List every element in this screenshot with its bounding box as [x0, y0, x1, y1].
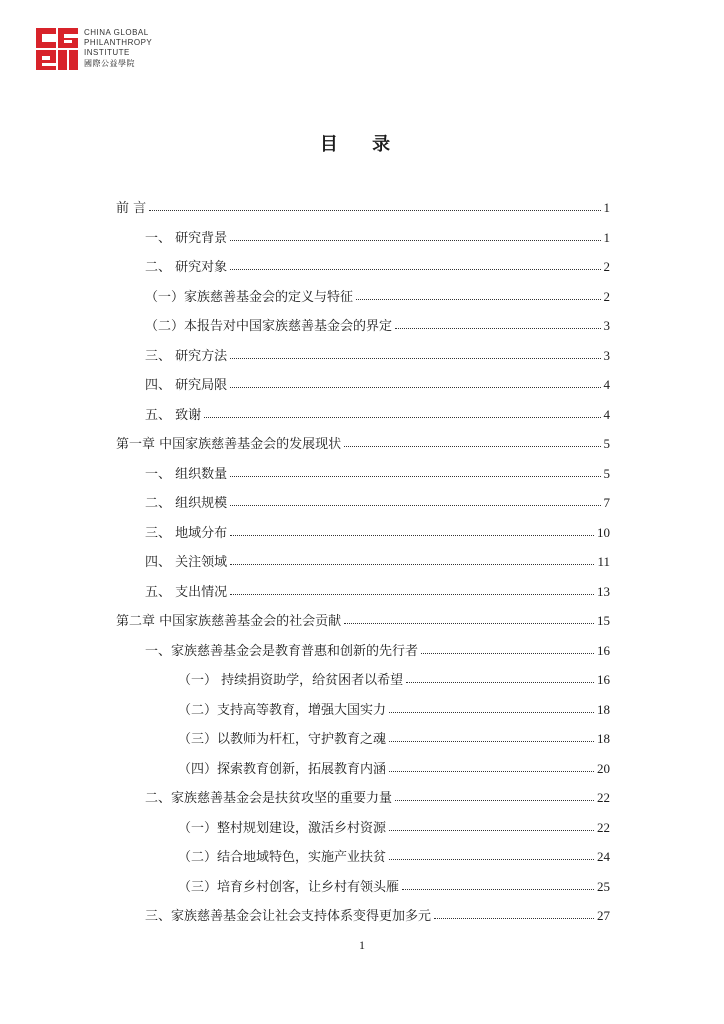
toc-entry-page: 2 — [603, 288, 610, 304]
toc-entry[interactable] — [145, 637, 610, 659]
logo-text — [84, 28, 152, 69]
toc-leader-dots — [395, 327, 600, 329]
toc-entry-label: 第一章 中国家族慈善基金会的发展现状 — [116, 437, 342, 452]
toc-entry-label: 前 言 — [116, 201, 147, 216]
toc-leader-dots — [402, 888, 594, 890]
toc-entry[interactable] — [145, 283, 610, 305]
logo-line-1: CHINA GLOBAL — [84, 28, 149, 37]
toc-entry-page: 15 — [597, 613, 610, 628]
toc-entry-label: 一、家族慈善基金会是教育普惠和创新的先行者 — [145, 643, 419, 659]
toc-entry-label: （二）本报告对中国家族慈善基金会的界定 — [145, 319, 393, 334]
toc-entry[interactable] — [145, 548, 610, 570]
toc-entry-page: 1 — [603, 200, 610, 215]
toc-entry-label: 五、 支出情况 — [145, 584, 228, 600]
toc-leader-dots — [230, 475, 600, 477]
toc-leader-dots — [344, 445, 600, 447]
toc-entry-label: （一）整村规划建设，激活乡村资源 — [178, 820, 387, 836]
toc-leader-dots — [230, 504, 600, 506]
toc-entry-label: （一）家族慈善基金会的定义与特征 — [145, 289, 354, 305]
toc-entry-page: 16 — [597, 672, 610, 687]
toc-leader-dots — [389, 740, 594, 742]
toc-leader-dots — [230, 268, 600, 270]
toc-leader-dots — [230, 357, 600, 359]
toc-entry[interactable] — [145, 489, 610, 511]
toc-entry-page: 18 — [597, 701, 610, 717]
toc-entry[interactable] — [178, 843, 610, 865]
toc-entry[interactable] — [145, 902, 610, 924]
toc-entry-label: 二、 研究对象 — [145, 260, 228, 275]
toc-entry[interactable] — [178, 725, 610, 747]
toc-entry[interactable] — [178, 696, 610, 718]
toc-entry-page: 20 — [597, 760, 610, 776]
toc-entry-page: 22 — [597, 819, 610, 835]
toc-entry-page: 5 — [603, 436, 610, 451]
toc-entry-label: （四）探索教育创新，拓展教育内涵 — [178, 761, 387, 777]
toc-entry[interactable] — [145, 371, 610, 393]
toc-leader-dots — [395, 799, 594, 801]
toc-entry[interactable] — [178, 873, 610, 895]
toc-entry-page: 3 — [603, 318, 610, 333]
toc-leader-dots — [356, 298, 600, 300]
toc-leader-dots — [149, 209, 600, 211]
toc-leader-dots — [434, 917, 594, 919]
toc-entry-page: 2 — [603, 259, 610, 274]
toc-entry-page: 27 — [597, 908, 610, 923]
toc-leader-dots — [389, 770, 594, 772]
toc-entry-label: 三、家族慈善基金会让社会支持体系变得更加多元 — [145, 909, 432, 924]
toc-leader-dots — [230, 563, 594, 565]
page-number: 1 — [359, 938, 365, 952]
toc-leader-dots — [230, 239, 600, 241]
toc-entry-label: （三）以教师为杆杠，守护教育之魂 — [178, 732, 387, 747]
toc-entry-label: 第二章 中国家族慈善基金会的社会贡献 — [116, 614, 342, 629]
toc-entry-page: 1 — [603, 229, 610, 245]
toc-entry[interactable] — [178, 755, 610, 777]
toc-entry[interactable] — [145, 342, 610, 364]
toc-leader-dots — [230, 534, 594, 536]
toc-entry-label: （二）结合地域特色，实施产业扶贫 — [178, 850, 387, 865]
logo-chinese-name: 國際公益學院 — [84, 59, 135, 68]
toc-leader-dots — [389, 829, 594, 831]
toc-entry[interactable] — [116, 607, 610, 629]
toc-entry-label: 二、家族慈善基金会是扶贫攻坚的重要力量 — [145, 791, 393, 806]
toc-entry-label: 四、 关注领域 — [145, 555, 228, 570]
toc-entry-label: 二、 组织规模 — [145, 496, 228, 511]
toc-entry[interactable] — [145, 253, 610, 275]
toc-entry-page: 4 — [603, 406, 610, 422]
toc-entry[interactable] — [178, 814, 610, 836]
logo-line-3: INSTITUTE — [84, 48, 130, 57]
toc-entry[interactable] — [145, 578, 610, 600]
toc-entry[interactable] — [178, 666, 610, 688]
toc-leader-dots — [230, 386, 600, 388]
toc-entry-page: 25 — [597, 878, 610, 894]
toc-entry[interactable] — [116, 430, 610, 452]
toc-leader-dots — [406, 681, 594, 683]
toc-entry-page: 3 — [603, 347, 610, 363]
toc-entry[interactable] — [145, 312, 610, 334]
cgpi-logo-mark — [36, 28, 78, 70]
toc-entry-page: 13 — [597, 583, 610, 599]
page-title: 目 录 — [319, 134, 405, 155]
toc-entry-label: 四、 研究局限 — [145, 378, 228, 393]
toc-entry-label: 三、 地域分布 — [145, 525, 228, 541]
toc-entry-label: 五、 致谢 — [145, 407, 202, 423]
toc-leader-dots — [204, 416, 600, 418]
toc-entry-page: 16 — [597, 642, 610, 658]
toc-entry-label: （一） 持续捐资助学，给贫困者以希望 — [178, 673, 404, 688]
toc-entry-label: 一、 研究背景 — [145, 230, 228, 246]
toc-leader-dots — [389, 858, 594, 860]
logo-line-2: PHILANTHROPY — [84, 38, 153, 47]
toc-entry-page: 11 — [597, 554, 610, 569]
cgpi-logo — [36, 28, 152, 70]
toc-entry[interactable] — [145, 784, 610, 806]
toc-leader-dots — [389, 711, 594, 713]
toc-entry-label: （二）支持高等教育，增强大国实力 — [178, 702, 387, 718]
toc-entry-page: 22 — [597, 790, 610, 805]
toc-entry-page: 10 — [597, 524, 610, 540]
toc-entry[interactable] — [145, 460, 610, 482]
toc-entry-page: 4 — [603, 377, 610, 392]
toc-entry-label: （三）培育乡村创客，让乡村有领头雁 — [178, 879, 400, 895]
toc-entry-page: 18 — [597, 731, 610, 746]
toc-leader-dots — [230, 593, 594, 595]
toc-leader-dots — [421, 652, 594, 654]
toc-entry-page: 7 — [603, 495, 610, 510]
toc-entry[interactable] — [145, 519, 610, 541]
toc-entry-page: 5 — [603, 465, 610, 481]
toc-entry[interactable] — [145, 401, 610, 423]
toc-entry-label: 一、 组织数量 — [145, 466, 228, 482]
toc-leader-dots — [344, 622, 594, 624]
toc-entry-label: 三、 研究方法 — [145, 348, 228, 364]
toc-entry[interactable] — [145, 224, 610, 246]
toc-entry-page: 24 — [597, 849, 610, 864]
toc-entry[interactable] — [116, 194, 610, 216]
